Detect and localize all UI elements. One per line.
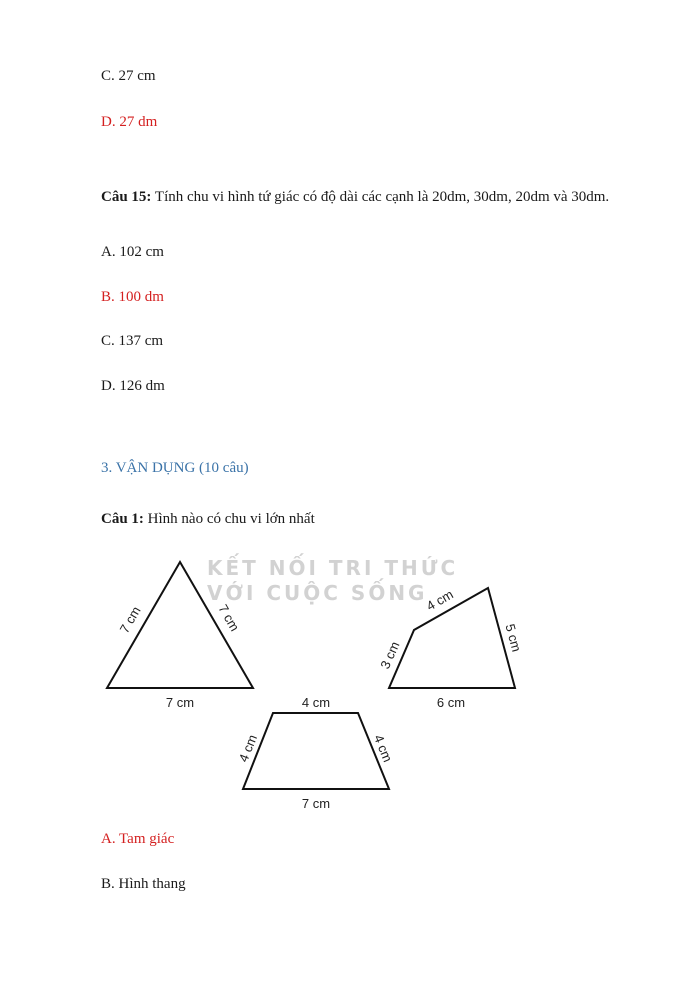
q14-option-c: C. 27 cm bbox=[101, 68, 156, 84]
quadrilateral-top-side-label: 4 cm bbox=[423, 586, 456, 614]
quadrilateral-base-label: 6 cm bbox=[436, 695, 466, 710]
trapezoid-shape bbox=[236, 695, 396, 811]
trapezoid-right-side-label: 4 cm bbox=[370, 732, 396, 765]
watermark-line1: KẾT NỐI TRI THỨC bbox=[207, 556, 459, 580]
quadrilateral-left-side-label: 3 cm bbox=[377, 639, 403, 672]
trapezoid-top-side-label: 4 cm bbox=[301, 695, 331, 710]
q1-label: Câu 1: bbox=[101, 511, 144, 527]
perimeter-figure bbox=[95, 540, 535, 820]
q1-text: Hình nào có chu vi lớn nhất bbox=[147, 511, 315, 527]
q15-label: Câu 15: bbox=[101, 189, 152, 205]
triangle-right-side-label: 7 cm bbox=[215, 601, 243, 634]
q15-option-b: B. 100 dm bbox=[101, 289, 164, 305]
trapezoid-base-label: 7 cm bbox=[301, 796, 331, 811]
quadrilateral-right-side-label: 5 cm bbox=[502, 622, 525, 654]
trapezoid-outline bbox=[243, 713, 389, 789]
q15-option-d: D. 126 dm bbox=[101, 378, 165, 394]
q1-option-a: A. Tam giác bbox=[101, 831, 175, 847]
q15-question bbox=[101, 183, 635, 212]
q15-text: Tính chu vi hình tứ giác có độ dài các cạnh là 20dm, 30dm, 20dm và 30dm. bbox=[154, 189, 610, 205]
trapezoid-left-side-label: 4 cm bbox=[235, 732, 261, 765]
triangle-left-side-label: 7 cm bbox=[116, 603, 144, 636]
q15-option-a: A. 102 cm bbox=[101, 244, 164, 260]
q15-option-c: C. 137 cm bbox=[101, 333, 164, 349]
section-heading: 3. VẬN DỤNG (10 câu) bbox=[101, 460, 249, 476]
q1-option-b: B. Hình thang bbox=[101, 876, 186, 892]
triangle-base-label: 7 cm bbox=[165, 695, 195, 710]
quadrilateral-shape bbox=[377, 587, 524, 710]
q1-question bbox=[101, 509, 315, 529]
watermark-line2: VỚI CUỘC SỐNG bbox=[207, 581, 428, 605]
q14-option-d: D. 27 dm bbox=[101, 114, 158, 130]
